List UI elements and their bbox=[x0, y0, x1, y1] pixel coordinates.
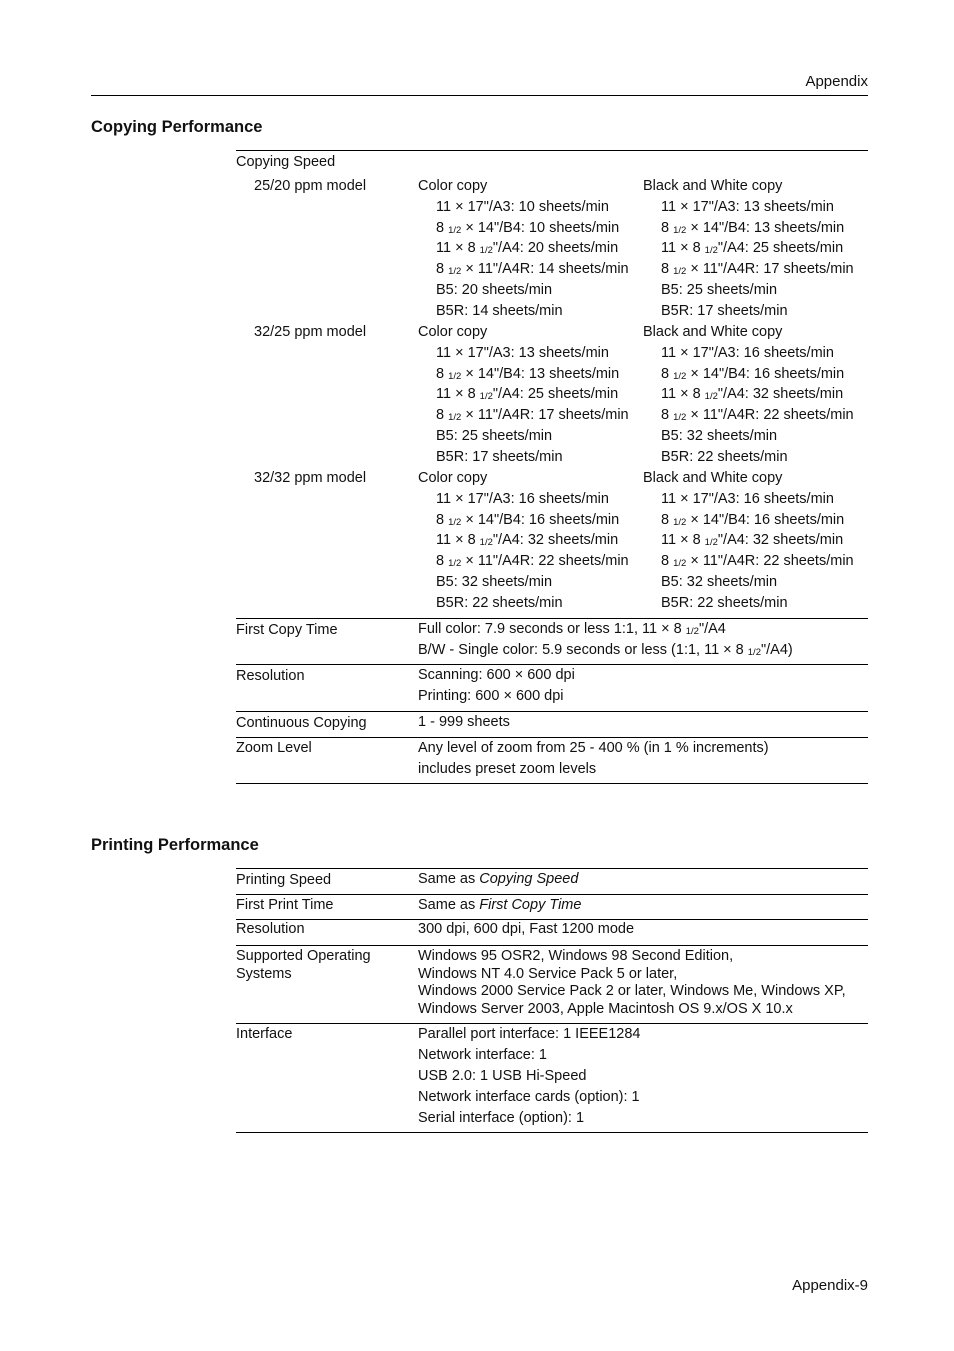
color-copy-speed bbox=[418, 301, 629, 322]
bw-copy-heading: Black and White copy bbox=[643, 470, 783, 486]
spec-text: B5: 25 sheets/min bbox=[661, 281, 778, 298]
spec-text: × 14"/B4: 16 sheets/min bbox=[461, 511, 620, 528]
interface-line: Parallel port interface: 1 IEEE1284 bbox=[418, 1026, 641, 1042]
spec-text: B5: 32 sheets/min bbox=[661, 427, 778, 444]
spec-fraction: 1/2 bbox=[479, 391, 493, 403]
color-copy-speed bbox=[418, 572, 629, 593]
continuous-copying-label: Continuous Copying bbox=[236, 715, 367, 731]
first-print-time-label: First Print Time bbox=[236, 897, 334, 913]
first-copy-full-color: Full color: 7.9 seconds or less 1:1, 11 × 8 1/2"/A4 bbox=[418, 621, 726, 637]
spec-text: 11 × 8 bbox=[436, 386, 480, 403]
printing-speed-label: Printing Speed bbox=[236, 872, 332, 888]
spec-text: 11 × 17"/A3: 16 sheets/min bbox=[661, 344, 834, 361]
spec-fraction: 1/2 bbox=[479, 537, 493, 549]
first-copy-time-row bbox=[236, 619, 868, 664]
continuous-copying-row bbox=[236, 712, 868, 737]
bw-copy-speed bbox=[643, 510, 854, 531]
copying-speed-reference: Copying Speed bbox=[479, 871, 579, 887]
copy-resolution-row bbox=[236, 665, 868, 711]
spec-text: 11 × 17"/A3: 16 sheets/min bbox=[436, 490, 609, 507]
color-copy-heading: Color copy bbox=[418, 470, 488, 486]
color-copy-column bbox=[418, 468, 629, 614]
bw-copy-heading: Black and White copy bbox=[643, 324, 783, 340]
bw-copy-speed bbox=[643, 447, 854, 468]
bw-copy-speed bbox=[643, 530, 854, 551]
spec-text: 8 bbox=[436, 511, 449, 528]
bw-copy-heading: Black and White copy bbox=[643, 178, 783, 194]
print-resolution-value: 300 dpi, 600 dpi, Fast 1200 mode bbox=[418, 921, 635, 937]
zoom-level-row bbox=[236, 738, 868, 783]
copying-speed-label: Copying Speed bbox=[236, 154, 336, 170]
color-copy-speed bbox=[418, 218, 629, 239]
color-copy-speed bbox=[418, 405, 629, 426]
spec-text: 8 bbox=[661, 511, 674, 528]
first-print-time-row bbox=[236, 895, 868, 919]
spec-text: 11 × 17"/A3: 10 sheets/min bbox=[436, 198, 609, 215]
copy-resolution-printing: Printing: 600 × 600 dpi bbox=[418, 688, 564, 704]
zoom-level-label: Zoom Level bbox=[236, 740, 312, 756]
color-copy-speed bbox=[418, 238, 629, 259]
speed-model-name: 32/25 ppm model bbox=[254, 324, 367, 340]
spec-text: B5R: 17 sheets/min bbox=[661, 302, 788, 319]
bw-copy-speed bbox=[643, 218, 854, 239]
spec-text: 8 bbox=[436, 365, 449, 382]
print-resolution-row bbox=[236, 920, 868, 945]
spec-text: B5R: 14 sheets/min bbox=[436, 302, 563, 319]
spec-fraction: 1/2 bbox=[673, 370, 687, 382]
spec-fraction: 1/2 bbox=[673, 266, 687, 278]
spec-fraction: 1/2 bbox=[673, 558, 687, 570]
spec-text: 8 bbox=[661, 219, 674, 236]
spec-fraction: 1/2 bbox=[448, 558, 462, 570]
copying-speed-row bbox=[236, 151, 868, 618]
spec-text: 8 bbox=[436, 219, 449, 236]
color-copy-speed bbox=[418, 489, 629, 510]
spec-text: "/A4: 25 sheets/min bbox=[492, 386, 619, 403]
printing-speed-row bbox=[236, 869, 868, 894]
spec-text: × 11"/A4R: 17 sheets/min bbox=[461, 407, 629, 424]
color-copy-heading: Color copy bbox=[418, 178, 488, 194]
spec-fraction: 1/2 bbox=[673, 412, 687, 424]
printing-performance-table bbox=[236, 868, 868, 1133]
spec-text: B5: 32 sheets/min bbox=[436, 573, 553, 590]
color-copy-heading: Color copy bbox=[418, 324, 488, 340]
continuous-copying-value: 1 - 999 sheets bbox=[418, 714, 510, 730]
spec-text: 11 × 8 bbox=[436, 532, 480, 549]
spec-text: 11 × 17"/A3: 13 sheets/min bbox=[661, 198, 834, 215]
spec-text: × 14"/B4: 13 sheets/min bbox=[686, 219, 845, 236]
interface-row bbox=[236, 1024, 868, 1132]
spec-text: × 11"/A4R: 17 sheets/min bbox=[686, 261, 854, 278]
table-rule bbox=[236, 1132, 868, 1133]
first-copy-time-label: First Copy Time bbox=[236, 622, 338, 638]
interface-line: Network interface cards (option): 1 bbox=[418, 1089, 640, 1105]
color-copy-column bbox=[418, 176, 629, 322]
spec-text: "/A4: 20 sheets/min bbox=[492, 240, 619, 257]
supported-os-row bbox=[236, 946, 868, 1023]
color-copy-speed bbox=[418, 259, 629, 280]
spec-text: B5: 20 sheets/min bbox=[436, 281, 553, 298]
spec-text: B5R: 22 sheets/min bbox=[661, 594, 788, 611]
spec-text: "/A4: 32 sheets/min bbox=[717, 532, 844, 549]
color-copy-speed bbox=[418, 343, 629, 364]
spec-text: 11 × 17"/A3: 13 sheets/min bbox=[436, 344, 609, 361]
copy-resolution-label: Resolution bbox=[236, 668, 305, 684]
spec-text: 8 bbox=[436, 407, 449, 424]
spec-text: × 11"/A4R: 22 sheets/min bbox=[461, 553, 629, 570]
supported-os-line: Windows 2000 Service Pack 2 or later, Windows Me, Windows XP, bbox=[418, 983, 846, 999]
bw-copy-speed bbox=[643, 343, 854, 364]
spec-fraction: 1/2 bbox=[704, 391, 718, 403]
spec-fraction: 1/2 bbox=[479, 245, 493, 257]
supported-os-line: Windows Server 2003, Apple Macintosh OS 9.x/OS X 10.x bbox=[418, 1000, 793, 1017]
printing-speed-value: Same as Copying Speed bbox=[418, 871, 579, 887]
interface-label: Interface bbox=[236, 1026, 293, 1042]
bw-copy-speed bbox=[643, 593, 854, 614]
bw-copy-speed bbox=[643, 489, 854, 510]
bw-copy-column bbox=[643, 176, 854, 322]
spec-text: 8 bbox=[436, 553, 449, 570]
spec-text: B5R: 22 sheets/min bbox=[661, 448, 788, 465]
spec-text: "/A4: 32 sheets/min bbox=[717, 386, 844, 403]
bw-copy-column bbox=[643, 468, 854, 614]
first-copy-time-reference: First Copy Time bbox=[479, 897, 582, 913]
color-copy-speed bbox=[418, 197, 629, 218]
supported-os-line: Windows 95 OSR2, Windows 98 Second Edition, bbox=[418, 948, 734, 964]
bw-copy-speed bbox=[643, 551, 854, 572]
color-copy-column bbox=[418, 322, 629, 468]
spec-fraction: 1/2 bbox=[448, 516, 462, 528]
speed-model-name: 25/20 ppm model bbox=[254, 178, 367, 194]
spec-text: × 11"/A4R: 14 sheets/min bbox=[461, 261, 629, 278]
spec-text: × 11"/A4R: 22 sheets/min bbox=[686, 553, 854, 570]
spec-text: 8 bbox=[661, 261, 674, 278]
spec-fraction: 1/2 bbox=[673, 516, 687, 528]
interface-line: USB 2.0: 1 USB Hi-Speed bbox=[418, 1068, 587, 1084]
spec-text: × 14"/B4: 16 sheets/min bbox=[686, 511, 845, 528]
spec-text: × 14"/B4: 13 sheets/min bbox=[461, 365, 620, 382]
footer-page-label: Appendix-9 bbox=[792, 1277, 868, 1294]
supported-os-line: Windows NT 4.0 Service Pack 5 or later, bbox=[418, 965, 678, 982]
spec-text: 11 × 8 bbox=[661, 240, 705, 257]
bw-copy-column bbox=[643, 322, 854, 468]
color-copy-speed bbox=[418, 510, 629, 531]
spec-text: × 11"/A4R: 22 sheets/min bbox=[686, 407, 854, 424]
spec-fraction: 1/2 bbox=[448, 266, 462, 278]
color-copy-speed bbox=[418, 447, 629, 468]
spec-fraction: 1/2 bbox=[448, 224, 462, 236]
interface-line: Serial interface (option): 1 bbox=[418, 1110, 585, 1126]
interface-line: Network interface: 1 bbox=[418, 1047, 547, 1063]
zoom-level-presets: includes preset zoom levels bbox=[418, 761, 597, 777]
spec-text: "/A4: 32 sheets/min bbox=[492, 532, 619, 549]
spec-text: 11 × 8 bbox=[661, 532, 705, 549]
spec-fraction: 1/2 bbox=[673, 224, 687, 236]
spec-text: B5: 32 sheets/min bbox=[661, 573, 778, 590]
bw-copy-speed bbox=[643, 238, 854, 259]
color-copy-speed bbox=[418, 426, 629, 447]
spec-text: 11 × 8 bbox=[436, 240, 480, 257]
color-copy-speed bbox=[418, 593, 629, 614]
color-copy-speed bbox=[418, 280, 629, 301]
copy-resolution-scanning: Scanning: 600 × 600 dpi bbox=[418, 667, 575, 683]
spec-text: 8 bbox=[661, 407, 674, 424]
bw-copy-speed bbox=[643, 301, 854, 322]
bw-copy-speed bbox=[643, 259, 854, 280]
copying-performance-title: Copying Performance bbox=[91, 118, 263, 136]
spec-text: "/A4: 25 sheets/min bbox=[717, 240, 844, 257]
printing-performance-title: Printing Performance bbox=[91, 836, 259, 854]
bw-copy-speed bbox=[643, 197, 854, 218]
zoom-level-range: Any level of zoom from 25 - 400 % (in 1 % increments) bbox=[418, 740, 769, 756]
first-copy-bw: B/W - Single color: 5.9 seconds or less (1:1, 11 × 8 1/2"/A4) bbox=[418, 642, 793, 658]
spec-text: 8 bbox=[436, 261, 449, 278]
spec-text: × 14"/B4: 10 sheets/min bbox=[461, 219, 620, 236]
bw-copy-speed bbox=[643, 364, 854, 385]
header-section-label: Appendix bbox=[805, 73, 868, 90]
spec-fraction: 1/2 bbox=[448, 370, 462, 382]
bw-copy-speed bbox=[643, 405, 854, 426]
color-copy-speed bbox=[418, 530, 629, 551]
header-rule bbox=[91, 95, 868, 96]
color-copy-speed bbox=[418, 364, 629, 385]
spec-text: × 14"/B4: 16 sheets/min bbox=[686, 365, 845, 382]
spec-text: 11 × 8 bbox=[661, 386, 705, 403]
spec-text: B5R: 22 sheets/min bbox=[436, 594, 563, 611]
copying-performance-table bbox=[236, 150, 868, 784]
first-print-time-value: Same as First Copy Time bbox=[418, 897, 582, 913]
color-copy-speed bbox=[418, 551, 629, 572]
spec-text: B5: 25 sheets/min bbox=[436, 427, 553, 444]
spec-text: 8 bbox=[661, 365, 674, 382]
bw-copy-speed bbox=[643, 572, 854, 593]
print-resolution-label: Resolution bbox=[236, 921, 305, 937]
spec-text: 11 × 17"/A3: 16 sheets/min bbox=[661, 490, 834, 507]
color-copy-speed bbox=[418, 384, 629, 405]
bw-copy-speed bbox=[643, 384, 854, 405]
spec-fraction: 1/2 bbox=[704, 537, 718, 549]
spec-fraction: 1/2 bbox=[704, 245, 718, 257]
spec-fraction: 1/2 bbox=[448, 412, 462, 424]
table-rule bbox=[236, 783, 868, 784]
bw-copy-speed bbox=[643, 280, 854, 301]
bw-copy-speed bbox=[643, 426, 854, 447]
speed-model-name: 32/32 ppm model bbox=[254, 470, 367, 486]
spec-text: B5R: 17 sheets/min bbox=[436, 448, 563, 465]
supported-os-label: Supported Operating Systems bbox=[236, 948, 371, 982]
spec-text: 8 bbox=[661, 553, 674, 570]
